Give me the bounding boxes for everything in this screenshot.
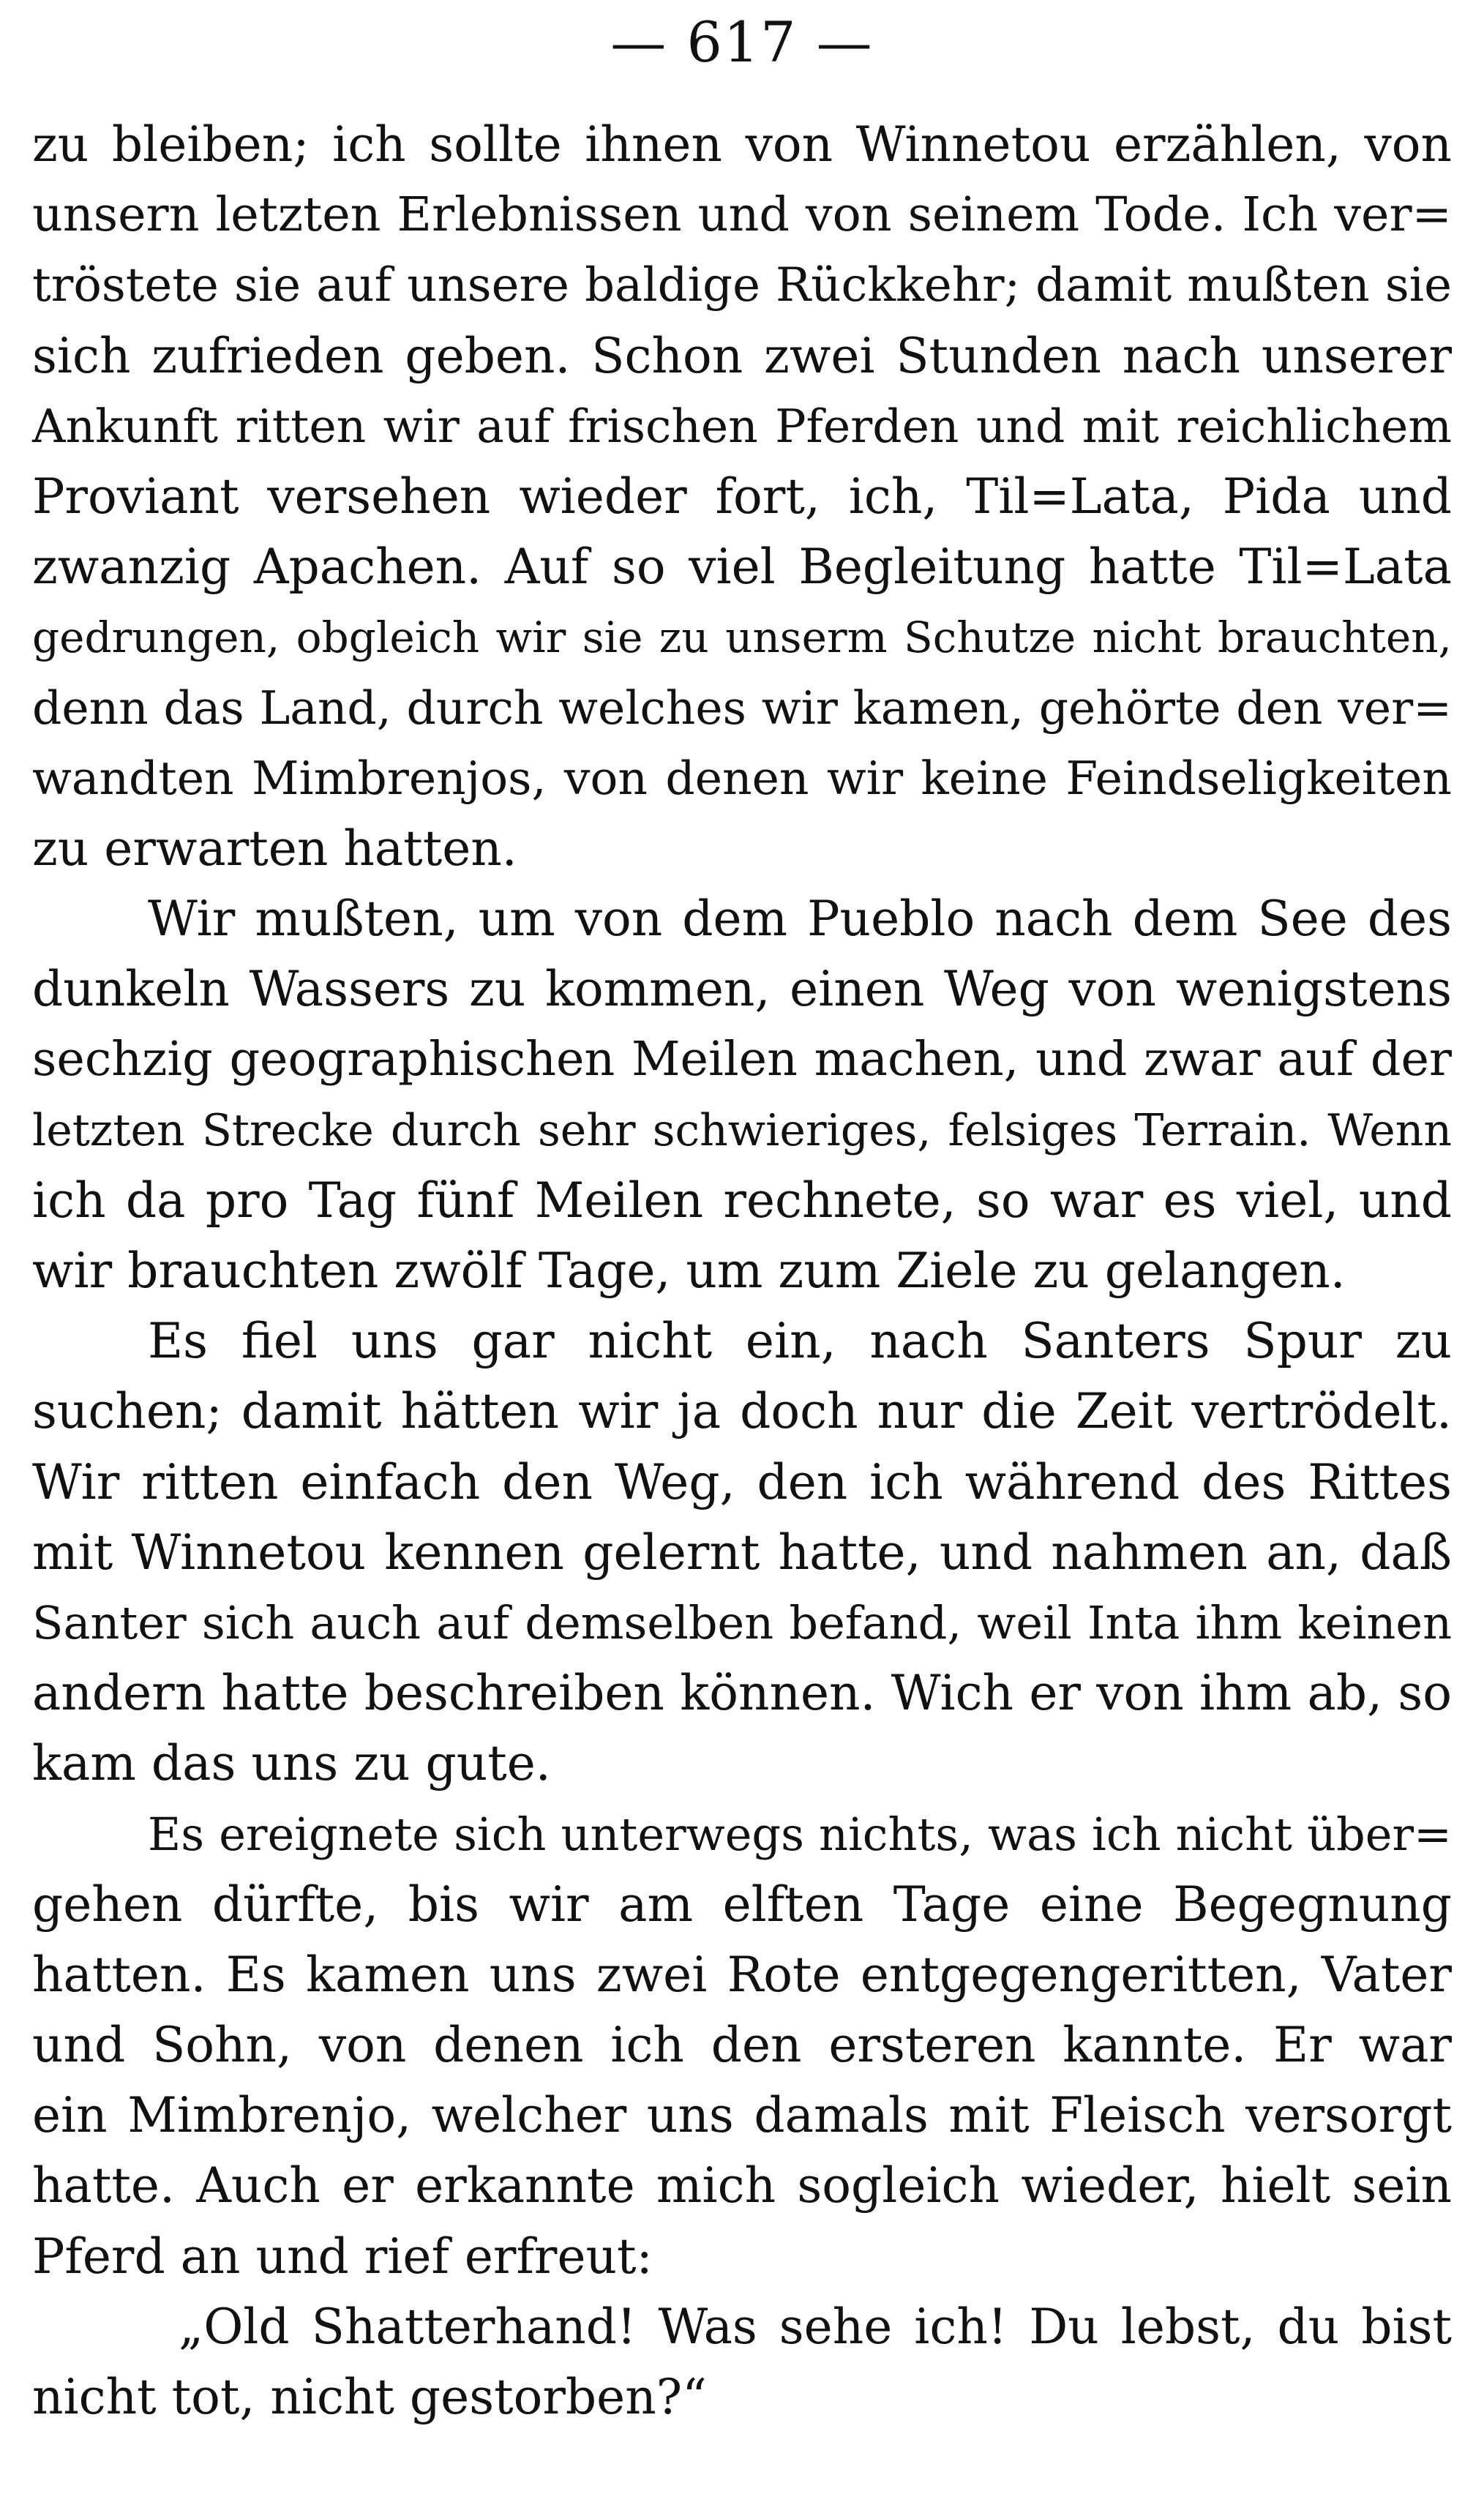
text-line: andern hatte beschreiben können. Wich er von ihm ab, so — [32, 1665, 1452, 1722]
text-line: dunkeln Wassers zu kommen, einen Weg von wenigstens — [32, 961, 1452, 1018]
text-line: Es ereignete sich unterwegs nichts, was ich nicht über= — [148, 1807, 1452, 1861]
text-line: tröstete sie auf unsere baldige Rückkehr; damit mußten sie — [32, 258, 1452, 313]
text-line: hatte. Auch er erkannte mich sogleich wieder, hielt sein — [32, 2157, 1452, 2214]
text-line: Es fiel uns gar nicht ein, nach Santers Spur zu — [148, 1313, 1452, 1370]
text-line: letzten Strecke durch sehr schwieriges, felsiges Terrain. Wenn — [32, 1104, 1452, 1156]
text-line: zu erwarten hatten. — [32, 820, 517, 877]
text-line: sich zufrieden geben. Schon zwei Stunden nach unserer — [32, 327, 1452, 384]
text-line: wandten Mimbrenjos, von denen wir keine Feindseligkeiten — [32, 751, 1452, 805]
text-line: mit Winnetou kennen gelernt hatte, und nahmen an, daß — [32, 1524, 1452, 1581]
text-line: ein Mimbrenjo, welcher uns damals mit Fleisch versorgt — [32, 2087, 1452, 2144]
text-line: kam das uns zu gute. — [32, 1735, 551, 1792]
text-line: denn das Land, durch welches wir kamen, gehörte den ver= — [32, 681, 1452, 735]
text-line: ich da pro Tag fünf Meilen rechnete, so war es viel, und — [32, 1172, 1452, 1229]
text-line: Proviant versehen wieder fort, ich, Til=Lata, Pida und — [32, 468, 1452, 525]
body-text — [32, 110, 1452, 2433]
text-line: Pferd an und rief erfreut: — [32, 2228, 653, 2285]
text-line: Ankunft ritten wir auf frischen Pferden und mit reichlichem — [32, 399, 1452, 453]
text-line: suchen; damit hätten wir ja doch nur die Zeit vertrödelt. — [32, 1383, 1452, 1440]
text-line: unsern letzten Erlebnissen und von seinem Tode. Ich ver= — [32, 187, 1452, 243]
text-line: hatten. Es kamen uns zwei Rote entgegengeritten, Vater — [32, 1946, 1452, 2003]
text-line: zwanzig Apachen. Auf so viel Begleitung hatte Til=Lata — [32, 539, 1452, 596]
text-line: zu bleiben; ich sollte ihnen von Winnetou erzählen, von — [32, 116, 1452, 173]
text-line: Santer sich auch auf demselben befand, weil Inta ihm keinen — [32, 1595, 1452, 1649]
text-line: Wir mußten, um von dem Pueblo nach dem See des — [148, 891, 1452, 948]
text-line: und Sohn, von denen ich den ersteren kannte. Er war — [32, 2017, 1452, 2074]
page-number: — 617 — — [610, 10, 874, 75]
text-line: gehen dürfte, bis wir am elften Tage eine Begegnung — [32, 1876, 1452, 1933]
text-line: sechzig geographischen Meilen machen, und zwar auf der — [32, 1032, 1452, 1087]
text-line: wir brauchten zwölf Tage, um zum Ziele zu gelangen. — [32, 1243, 1346, 1299]
text-line: „Old Shatterhand! Was sehe ich! Du lebst, du bist — [179, 2298, 1452, 2355]
text-line: Wir ritten einfach den Weg, den ich während des Rittes — [32, 1453, 1452, 1510]
text-line: gedrungen, obgleich wir sie zu unserm Schutze nicht brauchten, — [32, 613, 1452, 663]
text-line: nicht tot, nicht gestorben?“ — [32, 2369, 707, 2425]
